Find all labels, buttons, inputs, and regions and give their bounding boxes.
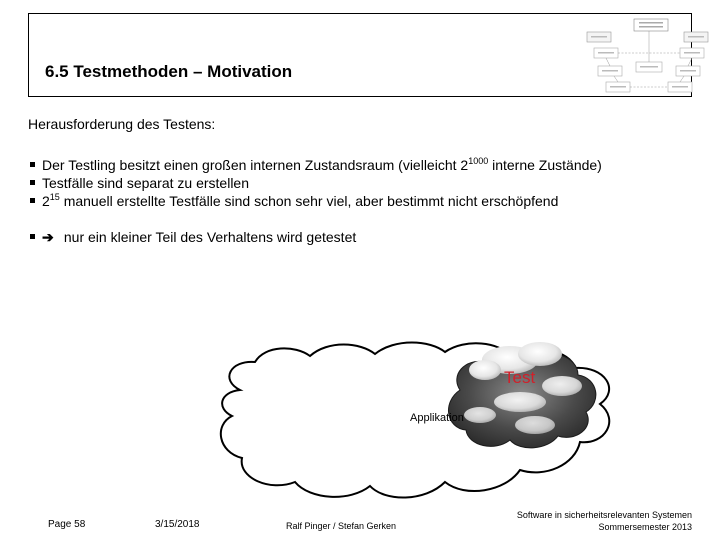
bullet-text: Der Testling besitzt einen großen internen Zustandsraum (vielleicht 2 bbox=[42, 157, 469, 173]
header-box bbox=[28, 13, 692, 97]
test-coverage-illustration bbox=[210, 320, 630, 520]
bullet-square-icon bbox=[30, 234, 35, 239]
right-arrow-icon: ➔ bbox=[42, 229, 54, 245]
bullet-manual-testcases bbox=[28, 192, 688, 210]
bullet-text-continued: manuell erstellte Testfälle sind schon sehr viel, aber bestimmt nicht erschöpfend bbox=[59, 193, 559, 209]
bullet-square-icon bbox=[30, 162, 35, 167]
bullet-text: 2 bbox=[42, 193, 50, 209]
bullet-text: nur ein kleiner Teil des Verhaltens wird getestet bbox=[63, 229, 357, 245]
course-info bbox=[517, 509, 692, 533]
page-number: Page 58 bbox=[48, 519, 86, 530]
test-label: Test bbox=[504, 368, 536, 387]
bullet-square-icon bbox=[30, 198, 35, 203]
authors: Ralf Pinger / Stefan Gerken bbox=[286, 521, 397, 531]
course-semester: Sommersemester 2013 bbox=[598, 522, 692, 532]
course-title: Software in sicherheitsrelevanten Systemen bbox=[516, 510, 692, 520]
bullet-state-space bbox=[28, 156, 688, 174]
slide-title: 6.5 Testmethoden – Motivation bbox=[45, 62, 293, 81]
superscript-exponent: 1000 bbox=[468, 156, 489, 166]
date: 3/15/2018 bbox=[155, 519, 200, 530]
intro-text: Herausforderung des Testens: bbox=[28, 116, 216, 132]
bullet-separate-testcases bbox=[28, 174, 688, 192]
bullet-conclusion bbox=[28, 228, 688, 246]
superscript-exponent: 15 bbox=[49, 192, 60, 202]
bullet-list bbox=[28, 156, 688, 246]
application-label: Applikation bbox=[410, 412, 464, 424]
bullet-text: Testfälle sind separat zu erstellen bbox=[42, 175, 249, 191]
bullet-square-icon bbox=[30, 180, 35, 185]
bullet-text-continued: interne Zustände) bbox=[488, 157, 602, 173]
process-diagram-thumbnail bbox=[584, 16, 714, 96]
